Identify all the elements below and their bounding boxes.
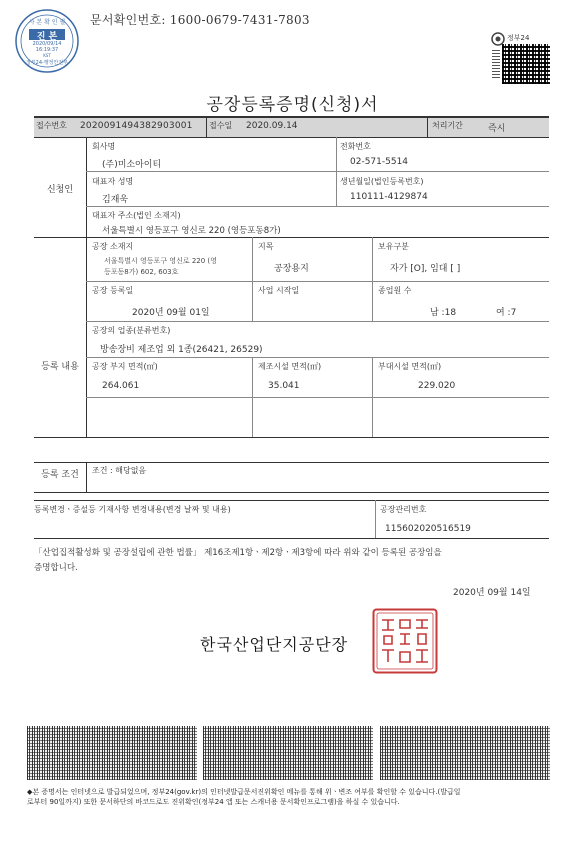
receipt-date-label: 접수일 — [209, 121, 233, 130]
official-red-seal — [372, 608, 438, 674]
employees-female: 여 :7 — [496, 308, 517, 318]
conditions-label: 등록 조건 — [41, 470, 79, 480]
seal-zone: KST — [43, 53, 51, 58]
industry-value: 방송장비 제조업 외 1종(26421, 26529) — [100, 345, 263, 355]
registration-form — [34, 116, 549, 493]
gov24-logo-icon — [491, 31, 505, 45]
ownership-label: 보유구분 — [378, 242, 409, 251]
conditions-value: 조건 : 해당없음 — [92, 466, 147, 475]
footer-note-line-1: ◆본 증명서는 인터넷으로 발급되었으며, 정부24(gov.kr)의 인터넷발급문서진위확인 메뉴를 통해 위ㆍ변조 여부를 확인할 수 있습니다.(발급일 — [27, 788, 461, 796]
qr-code — [502, 44, 550, 84]
birth-corp-no-value: 110111-4129874 — [350, 192, 428, 202]
authenticity-seal — [14, 8, 80, 74]
seal-genuine-text: 진 본 — [36, 32, 58, 42]
employees-label: 종업원 수 — [378, 286, 412, 295]
factory-location-label: 공장 소재지 — [92, 242, 134, 251]
birth-corp-no-label: 생년월일(법인등록번호) — [340, 177, 424, 186]
applicant-section-label: 신청인 — [46, 185, 74, 195]
certification-line-2: 증명합니다. — [34, 563, 78, 573]
factory-location-line1: 서울특별시 영등포구 영신로 220 (영 — [104, 257, 217, 265]
receipt-date-value: 2020.09.14 — [246, 121, 298, 131]
receipt-no-value: 2020091494382903001 — [80, 121, 193, 131]
seal-top-text: 사 본 확 인 필 — [28, 19, 66, 26]
employees-male: 남 :18 — [430, 308, 457, 318]
phone-label: 전화번호 — [340, 142, 371, 151]
land-category-value: 공장용지 — [274, 264, 309, 274]
gov24-label: 정부24 — [507, 34, 530, 42]
barcode-3 — [380, 726, 550, 780]
ownership-value: 자가 [O], 임대 [ ] — [390, 264, 461, 274]
representative-address-value: 서울특별시 영등포구 영신로 220 (영등포동8가) — [102, 226, 281, 236]
issuer-name: 한국산업단지공단장 — [200, 635, 349, 654]
manufacturing-area-value: 35.041 — [268, 381, 300, 391]
site-area-value: 264.061 — [102, 381, 140, 391]
company-name-label: 회사명 — [92, 142, 116, 151]
representative-address-label: 대표자 주소(법인 소재지) — [92, 211, 181, 220]
management-no-label: 공장관리번호 — [380, 505, 427, 514]
business-start-label: 사업 시작일 — [258, 286, 300, 295]
qr-side-text — [492, 48, 500, 78]
document-title: 공장등록증명(신청)서 — [206, 95, 379, 115]
barcode-2 — [203, 726, 373, 780]
auxiliary-area-label: 부대시설 면적(㎡) — [378, 362, 442, 371]
registration-date-value: 2020년 09월 01일 — [132, 308, 210, 318]
registration-date-label: 공장 등록일 — [92, 286, 134, 295]
certification-line-1: 「산업집적활성화 및 공장설립에 관한 법률」 제16조제1항ㆍ제2항ㆍ제3항에 따라 위와 같이 등록된 공장임을 — [34, 548, 442, 558]
manufacturing-area-label: 제조시설 면적(㎡) — [258, 362, 322, 371]
company-name-value: (주)미소아이티 — [102, 160, 162, 170]
document-check-number: 문서확인번호: 1600-0679-7431-7803 — [90, 13, 310, 27]
seal-date: 2020/09/14 — [32, 41, 62, 47]
receipt-no-label: 접수번호 — [36, 121, 67, 130]
management-no-value: 115602020516519 — [385, 524, 471, 534]
seal-bottom-text: 정부24-행정안전부 — [26, 60, 68, 66]
processing-period-value: 즉시 — [488, 124, 506, 134]
footer-note-line-2: 로부터 90일까지) 또한 문서하단의 바코드로도 진위확인(정부24 앱 또는 스캐너용 문서확인프로그램)을 하실 수 있습니다. — [27, 798, 400, 806]
changes-label: 등록변경ㆍ증설등 기재사항 변경내용(변경 날짜 및 내용) — [34, 505, 231, 514]
seal-time: 16:19:37 — [35, 47, 59, 53]
site-area-label: 공장 부지 면적(㎡) — [92, 362, 158, 371]
processing-period-label: 처리기간 — [432, 121, 463, 130]
factory-location-line2: 등포동8가) 602, 603호 — [104, 268, 179, 276]
representative-label: 대표자 성명 — [92, 177, 134, 186]
issue-date: 2020년 09월 14일 — [453, 588, 531, 598]
land-category-label: 지목 — [258, 242, 274, 251]
industry-label: 공장의 업종(분류번호) — [92, 326, 171, 335]
barcode-1 — [27, 726, 197, 780]
auxiliary-area-value: 229.020 — [418, 381, 456, 391]
registration-section-label: 등록 내용 — [41, 362, 79, 372]
representative-value: 김재욱 — [102, 195, 129, 205]
phone-value: 02-571-5514 — [350, 157, 409, 167]
